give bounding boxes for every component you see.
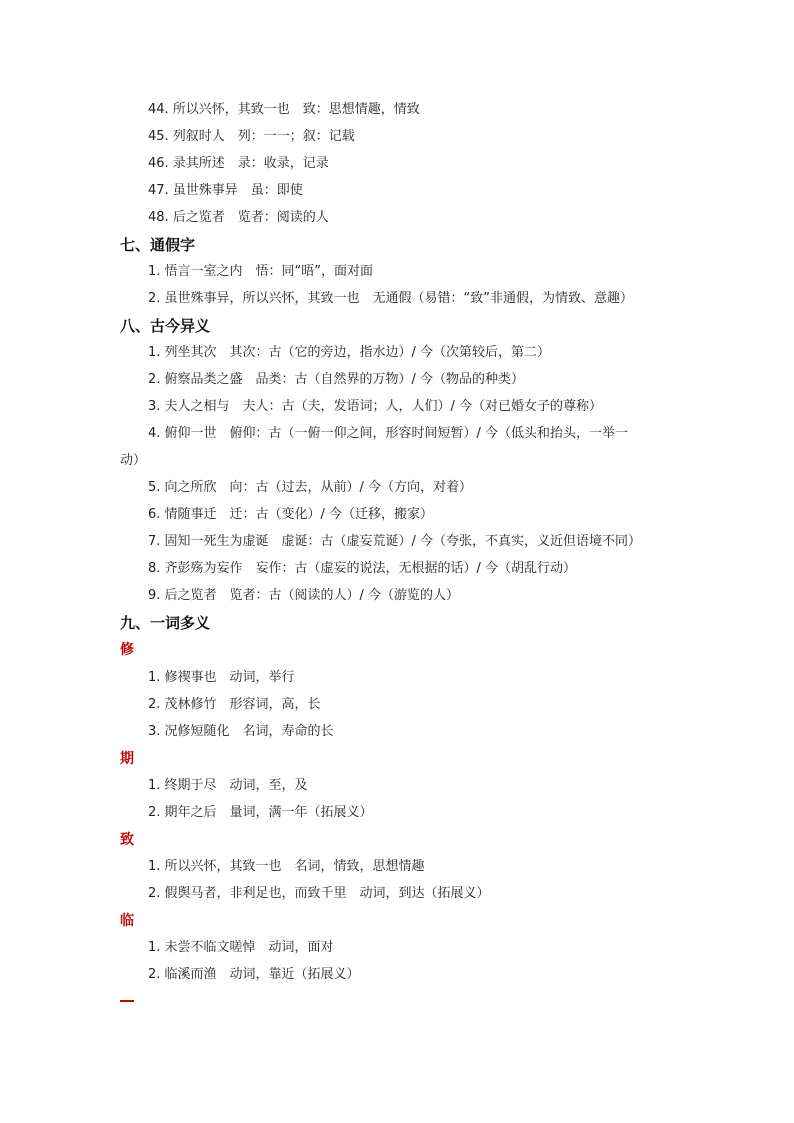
list-item: 8. 齐彭殇为妄作 妄作：古（虚妄的说法，无根据的话）/ 今（胡乱行动） xyxy=(148,561,577,576)
word-heading-lin: 临 xyxy=(120,913,134,929)
list-item: 2. 假舆马者，非利足也，而致千里 动词，到达（拓展义） xyxy=(148,886,490,901)
list-item: 7. 固知一死生为虚诞 虚诞：古（虚妄荒诞）/ 今（夸张，不真实，义近但语境不同） xyxy=(148,534,642,549)
list-item: 6. 情随事迁 迁：古（变化）/ 今（迁移，搬家） xyxy=(148,507,434,522)
list-item: 1. 终期于尽 动词，至，及 xyxy=(148,778,308,793)
list-item: 45. 列叙时人 列：一一；叙：记载 xyxy=(148,129,355,144)
list-item: 46. 录其所述 录：收录，记录 xyxy=(148,156,329,171)
word-heading-qi: 期 xyxy=(120,751,134,767)
list-item: 44. 所以兴怀，其致一也 致：思想情趣，情致 xyxy=(148,102,420,117)
list-item: 5. 向之所欣 向：古（过去，从前）/ 今（方向，对着） xyxy=(148,480,473,495)
list-item: 9. 后之览者 览者：古（阅读的人）/ 今（游览的人） xyxy=(148,588,460,603)
list-item: 3. 夫人之相与 夫人：古（夫，发语词；人，人们）/ 今（对已婚女子的尊称） xyxy=(148,399,603,414)
clipped-word-heading xyxy=(120,1000,134,1003)
list-item: 3. 况修短随化 名词，寿命的长 xyxy=(148,724,334,739)
list-item: 1. 所以兴怀，其致一也 名词，情致，思想情趣 xyxy=(148,859,425,874)
word-heading-xiu: 修 xyxy=(120,642,134,658)
list-item: 1. 未尝不临文嗟悼 动词，面对 xyxy=(148,940,334,955)
list-item: 2. 期年之后 量词，满一年（拓展义） xyxy=(148,805,373,820)
list-item: 2. 俯察品类之盛 品类：古（自然界的万物）/ 今（物品的种类） xyxy=(148,372,525,387)
section-heading-gujin-yiyi: 八、古今异义 xyxy=(120,317,211,335)
list-item: 1. 悟言一室之内 悟：同“晤”，面对面 xyxy=(148,264,374,279)
list-item: 47. 虽世殊事异 虽：即使 xyxy=(148,183,303,198)
list-item: 48. 后之览者 览者：阅读的人 xyxy=(148,210,329,225)
list-item: 4. 俯仰一世 俯仰：古（一俯一仰之间，形容时间短暂）/ 今（低头和抬头，一举一 xyxy=(148,426,629,441)
list-item: 2. 虽世殊事异，所以兴怀，其致一也 无通假（易错：“致”非通假，为情致、意趣） xyxy=(148,291,634,306)
word-heading-zhi: 致 xyxy=(120,832,134,848)
list-item: 1. 修禊事也 动词，举行 xyxy=(148,670,295,685)
clipped-glyph-stroke xyxy=(120,1000,134,1002)
list-item: 2. 临溪而渔 动词，靠近（拓展义） xyxy=(148,967,360,982)
section-heading-tongjiazi: 七、通假字 xyxy=(120,236,196,254)
list-item: 2. 茂林修竹 形容词，高，长 xyxy=(148,697,321,712)
list-item-continuation: 动） xyxy=(120,453,147,468)
list-item: 1. 列坐其次 其次：古（它的旁边，指水边）/ 今（次第较后，第二） xyxy=(148,345,551,360)
section-heading-yici-duoyi: 九、一词多义 xyxy=(120,614,211,632)
